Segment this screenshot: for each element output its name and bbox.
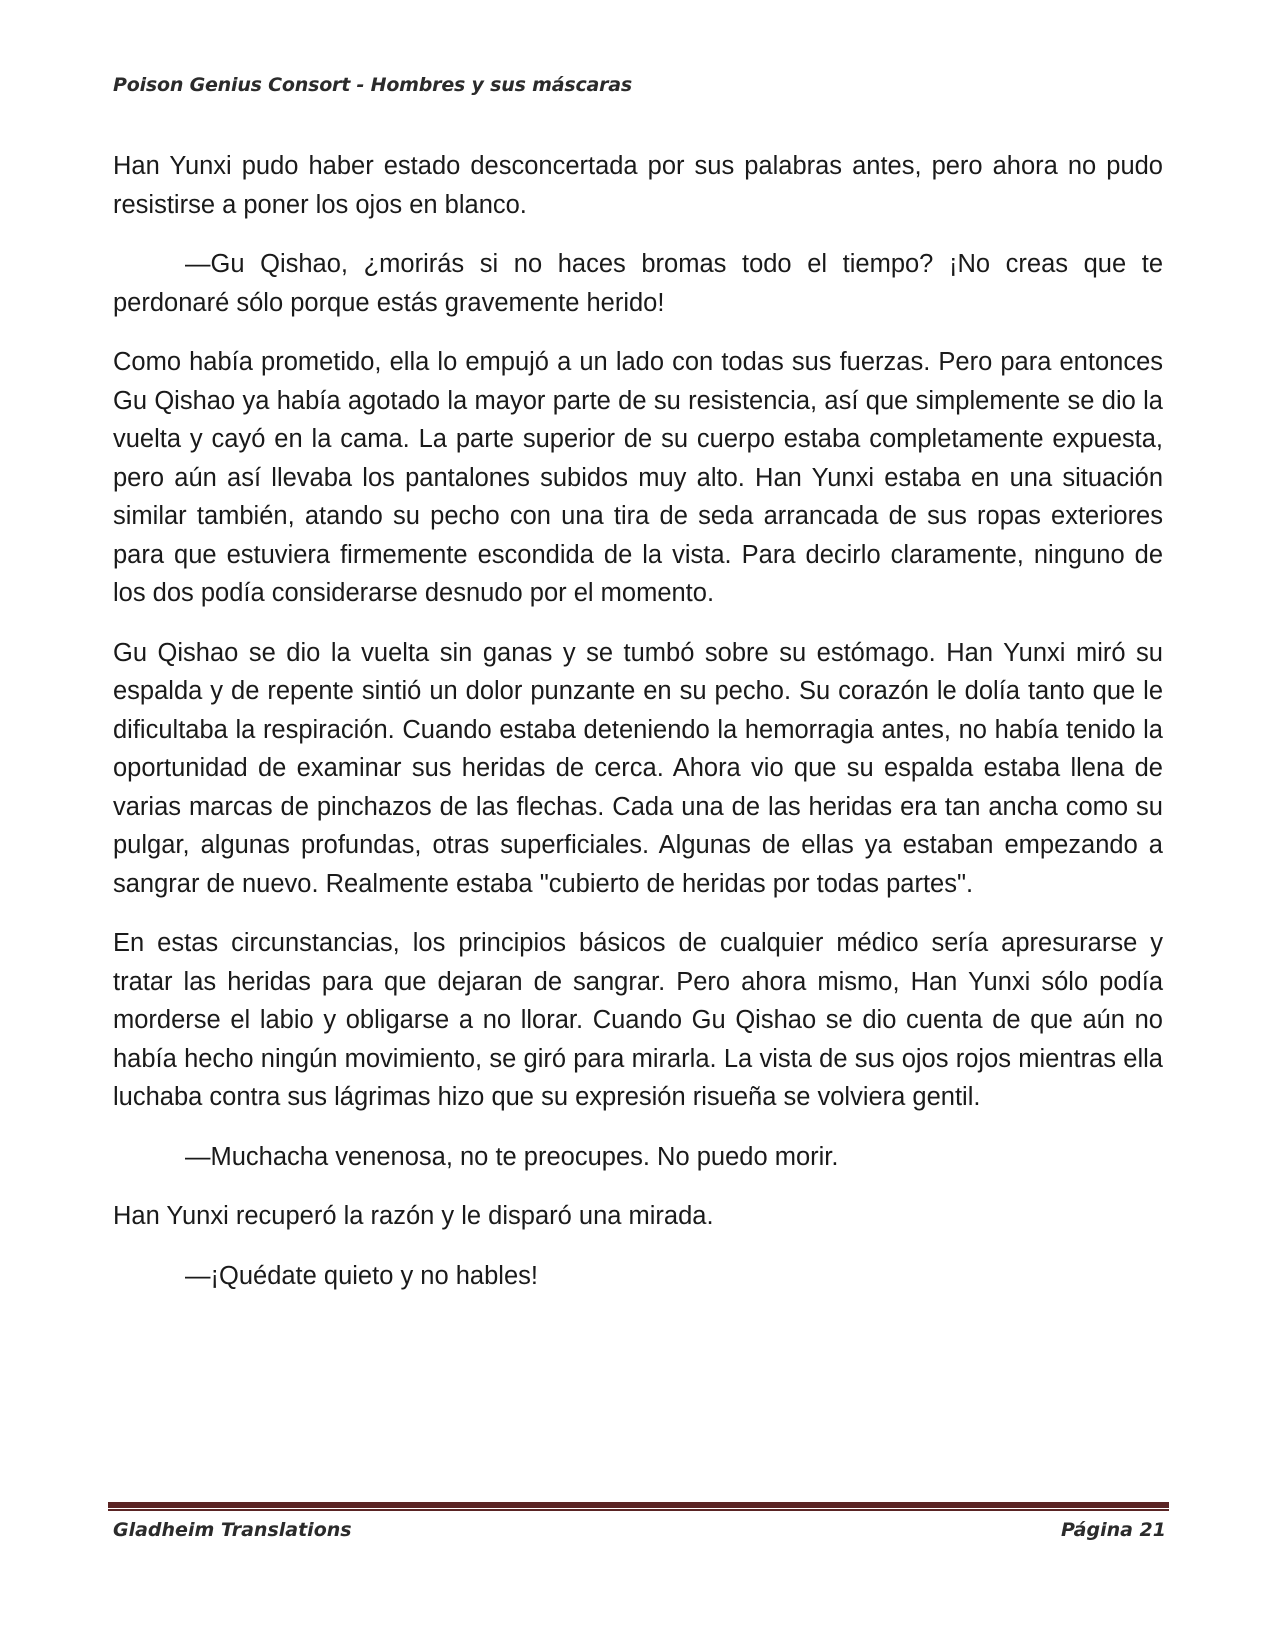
footer-translator-name: Gladheim Translations — [113, 1519, 352, 1541]
footer-divider-thin-line — [108, 1509, 1169, 1511]
paragraph-7: Han Yunxi recuperó la razón y le disparó una mirada. — [113, 1202, 714, 1230]
dialogue-paragraph-6: —Muchacha venenosa, no te preocupes. No puedo morir. — [185, 1142, 839, 1171]
paragraph-5: En estas circunstancias, los principios básicos de cualquier médico sería apresurarse y tratar las heridas para que dejaran de sangrar. Pero ahora mismo, Han Yunxi sólo podía morderse el labio y obligarse a no llorar. Cuando Gu Qishao se dio cuenta de que aún no había hecho ningún movimiento, se giró para mirarla. La vista de sus ojos rojos mientras ella luchaba contra sus lágrimas hizo que su expresión risueña se volviera gentil. — [113, 929, 1163, 1111]
footer-divider — [108, 1502, 1169, 1511]
footer-page-number: Página 21 — [1060, 1519, 1166, 1541]
dialogue-paragraph-2: —Gu Qishao, ¿morirás si no haces bromas todo el tiempo? ¡No creas que te perdonaré sólo porque estás gravemente herido! — [113, 250, 1163, 317]
footer-divider-thick-line — [108, 1502, 1169, 1508]
dialogue-paragraph-8: —¡Quédate quieto y no hables! — [185, 1261, 538, 1290]
page-header-title: Poison Genius Consort - Hombres y sus máscaras — [113, 74, 633, 96]
body-text — [113, 147, 1163, 1316]
paragraph-1: Han Yunxi pudo haber estado desconcertada por sus palabras antes, pero ahora no pudo resistirse a poner los ojos en blanco. — [113, 152, 1163, 219]
paragraph-4: Gu Qishao se dio la vuelta sin ganas y se tumbó sobre su estómago. Han Yunxi miró su espalda y de repente sintió un dolor punzante en su pecho. Su corazón le dolía tanto que le dificultaba la respiración. Cuando estaba deteniendo la hemorragia antes, no había tenido la oportunidad de examinar sus heridas de cerca. Ahora vio que su espalda estaba llena de varias marcas de pinchazos de las flechas. Cada una de las heridas era tan ancha como su pulgar, algunas profundas, otras superficiales. Algunas de ellas ya estaban empezando a sangrar de nuevo. Realmente estaba "cubierto de heridas por todas partes". — [113, 638, 1163, 898]
paragraph-3: Como había prometido, ella lo empujó a un lado con todas sus fuerzas. Pero para entonces Gu Qishao ya había agotado la mayor parte de su resistencia, así que simplemente se dio la vuelta y cayó en la cama. La parte superior de su cuerpo estaba completamente expuesta, pero aún así llevaba los pantalones subidos muy alto. Han Yunxi estaba en una situación similar también, atando su pecho con una tira de seda arrancada de sus ropas exteriores para que estuviera firmemente escondida de la vista. Para decirlo claramente, ninguno de los dos podía considerarse desnudo por el momento. — [113, 348, 1163, 607]
